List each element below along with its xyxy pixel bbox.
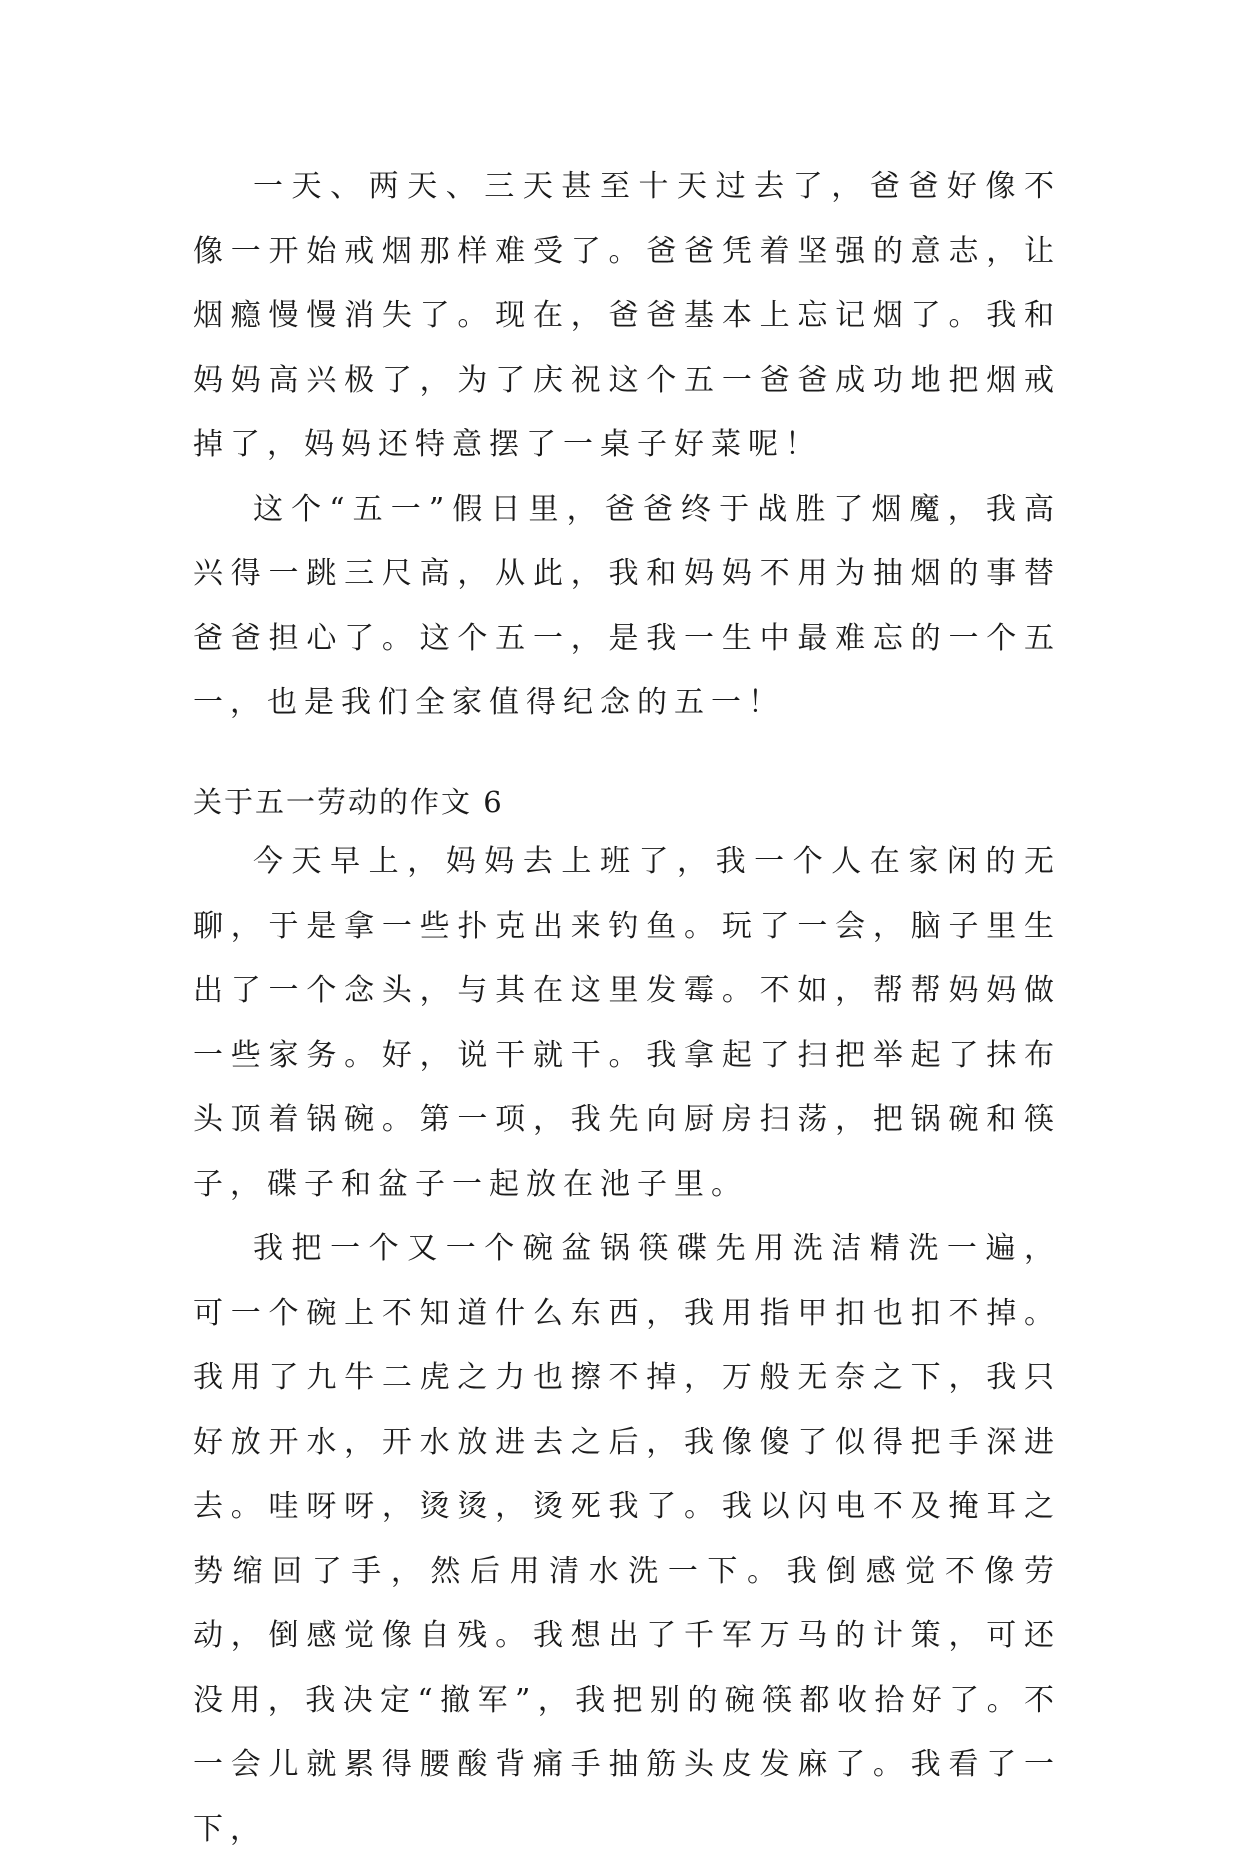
paragraph: 一天、两天、三天甚至十天过去了，爸爸好像不像一开始戒烟那样难受了。爸爸凭着坚强的意志，让烟瘾慢慢消失了。现在，爸爸基本上忘记烟了。我和妈妈高兴极了，为了庆祝这个五一爸爸成功地把烟戒掉了，妈妈还特意摆了一桌子好菜呢！: [193, 169, 1061, 462]
paragraph: 我把一个又一个碗盆锅筷碟先用洗洁精洗一遍，可一个碗上不知道什么东西，我用指甲扣也扣不掉。我用了九牛二虎之力也擦不掉，万般无奈之下，我只好放开水，开水放进去之后，我像傻了似得把手深进去。哇呀呀，烫烫，烫死我了。我以闪电不及掩耳之势缩回了手，然后用清水洗一下。我倒感觉不像劳动，倒感觉像自残。我想出了千军万马的计策，可还没用，我决定“撤军”，我把别的碗筷都收拾好了。不一会儿就累得腰酸背痛手抽筋头皮发麻了。我看了一下，: [193, 1231, 1061, 1847]
paragraph: 今天早上，妈妈去上班了，我一个人在家闲的无聊，于是拿一些扑克出来钓鱼。玩了一会，脑子里生出了一个念头，与其在这里发霉。不如，帮帮妈妈做一些家务。好，说干就干。我拿起了扫把举起了抹布头顶着锅碗。第一项，我先向厨房扫荡，把锅碗和筷子，碟子和盆子一起放在池子里。: [193, 844, 1061, 1202]
paragraph: 这个“五一”假日里，爸爸终于战胜了烟魔，我高兴得一跳三尺高，从此，我和妈妈不用为抽烟的事替爸爸担心了。这个五一，是我一生中最难忘的一个五一，也是我们全家值得纪念的五一！: [193, 491, 1061, 720]
document-page: [193, 155, 1061, 1862]
section-title: 关于五一劳动的作文 6: [193, 784, 504, 819]
